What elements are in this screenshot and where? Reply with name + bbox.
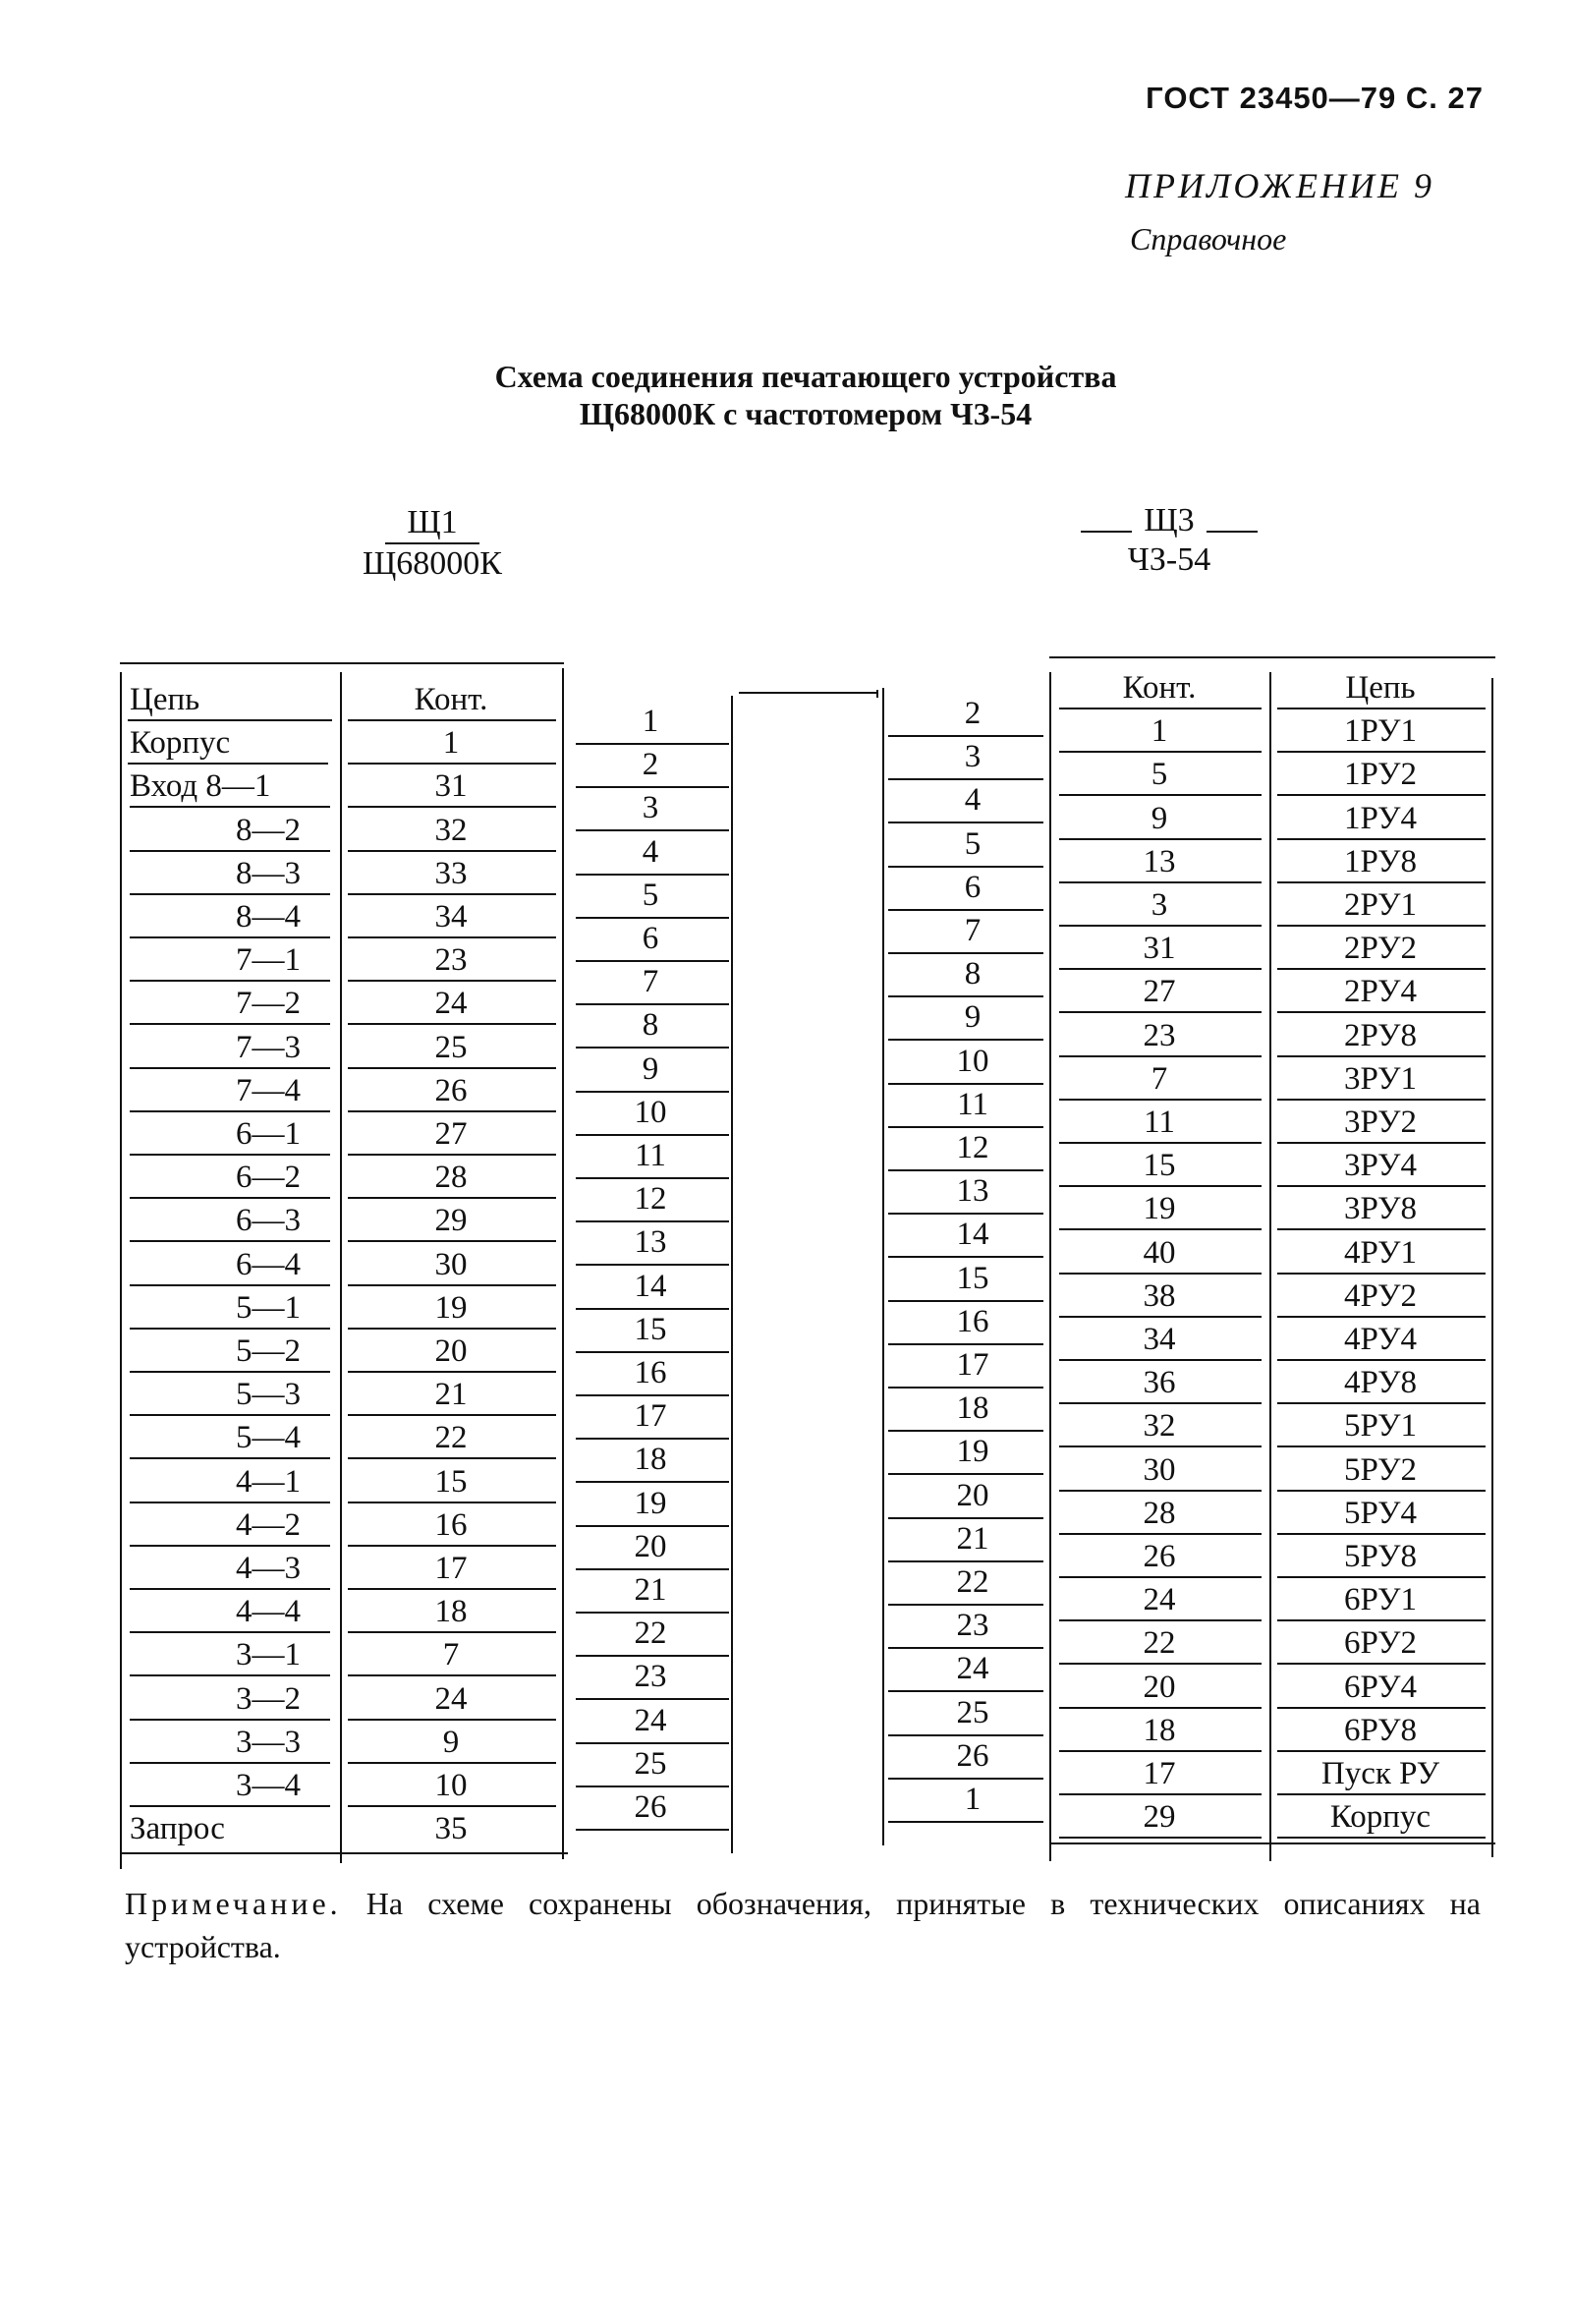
left-row-circuit: Запрос (130, 1811, 225, 1847)
note-text: На схеме сохранены обозначения, принятые в технических описаниях на устройства. (125, 1886, 1481, 1964)
right-header-circuit: Цепь (1345, 670, 1416, 706)
left-row-contact: 18 (434, 1594, 468, 1630)
right-row-circuit: 3РУ8 (1344, 1191, 1417, 1227)
left-row-contact: 19 (434, 1289, 468, 1326)
rule-line (576, 1829, 729, 1831)
left-wire-number: 25 (634, 1745, 667, 1782)
left-row-contact: 21 (434, 1377, 468, 1413)
right-row-circuit: 2РУ4 (1344, 974, 1417, 1010)
column-divider (882, 688, 884, 1845)
left-row-circuit: 7—1 (236, 942, 301, 979)
left-row-circuit: 4—3 (236, 1551, 301, 1586)
right-row-contact: 20 (1143, 1669, 1176, 1705)
left-connector-name: Щ1 (385, 503, 478, 544)
left-row-circuit: 4—2 (236, 1506, 301, 1543)
left-device-name: Щ68000К (363, 545, 502, 582)
right-row-contact: 23 (1143, 1017, 1176, 1053)
title-line-2: Щ68000К с частотомером ЧЗ-54 (579, 396, 1033, 431)
right-row-contact: 30 (1143, 1451, 1176, 1488)
left-wire-number: 11 (635, 1138, 666, 1173)
rule-line (120, 662, 564, 664)
right-row-contact: 7 (1151, 1060, 1168, 1097)
left-wire-number: 12 (634, 1181, 667, 1218)
rule-line (1049, 656, 1495, 658)
right-row-contact: 36 (1143, 1365, 1176, 1401)
rule-line (1049, 1842, 1495, 1844)
left-row-circuit: 5—3 (236, 1377, 301, 1413)
right-row-contact: 15 (1143, 1148, 1176, 1184)
left-row-contact: 34 (434, 899, 468, 935)
left-row-circuit: 8—2 (236, 812, 301, 848)
right-wire-number: 8 (964, 956, 982, 992)
left-row-contact: 25 (434, 1029, 468, 1065)
right-row-circuit: 1РУ8 (1344, 843, 1417, 879)
left-row-contact: 26 (434, 1072, 468, 1108)
right-wire-number: 11 (957, 1086, 988, 1122)
left-row-contact: 9 (442, 1724, 460, 1760)
right-row-contact: 18 (1143, 1712, 1176, 1748)
rule-line (1059, 1837, 1262, 1839)
right-row-circuit: 3РУ1 (1344, 1060, 1417, 1097)
right-row-circuit: 4РУ1 (1344, 1234, 1417, 1271)
column-divider (1491, 678, 1493, 1857)
right-wire-number: 21 (956, 1520, 989, 1557)
left-row-contact: 7 (442, 1637, 460, 1673)
left-row-circuit: 6—3 (236, 1203, 301, 1239)
right-row-circuit: 6РУ2 (1344, 1625, 1417, 1662)
right-row-contact: 11 (1144, 1105, 1175, 1140)
left-wire-number: 4 (642, 833, 659, 870)
right-wire-number: 6 (964, 869, 982, 905)
left-wire-number: 18 (634, 1442, 667, 1478)
left-row-contact: 16 (434, 1506, 468, 1543)
left-row-contact: 32 (434, 812, 468, 848)
title-line-1: Схема соединения печатающего устройства (494, 359, 1117, 394)
left-row-contact: 22 (434, 1420, 468, 1456)
left-row-contact: 31 (434, 768, 468, 805)
left-wire-number: 15 (634, 1311, 667, 1347)
left-wire-number: 13 (634, 1224, 667, 1261)
left-wire-number: 20 (634, 1528, 667, 1564)
right-row-circuit: 1РУ4 (1344, 800, 1417, 836)
right-row-circuit: 6РУ1 (1344, 1582, 1417, 1618)
right-wire-number: 20 (956, 1477, 989, 1513)
left-row-circuit: 4—1 (236, 1463, 301, 1500)
left-wire-number: 8 (642, 1007, 659, 1044)
right-row-contact: 22 (1143, 1625, 1176, 1662)
right-connector-label (1061, 501, 1277, 580)
right-row-contact: 32 (1143, 1408, 1176, 1445)
left-row-contact: 17 (434, 1551, 468, 1586)
left-header-circuit: Цепь (130, 682, 200, 717)
right-row-contact: 34 (1143, 1322, 1176, 1357)
rule-line (888, 1821, 1043, 1823)
right-row-circuit: 3РУ4 (1344, 1148, 1417, 1184)
right-row-circuit: 2РУ2 (1344, 931, 1417, 967)
right-row-circuit: 6РУ4 (1344, 1669, 1417, 1705)
left-wire-number: 16 (634, 1355, 667, 1390)
right-connector-name: Щ3 (1144, 502, 1195, 538)
left-row-circuit: Корпус (130, 725, 231, 762)
left-row-contact: 1 (442, 725, 460, 762)
right-row-circuit: 3РУ2 (1344, 1105, 1417, 1140)
left-row-circuit: 5—2 (236, 1333, 301, 1369)
left-row-circuit: 5—1 (236, 1289, 301, 1326)
left-row-circuit: 8—3 (236, 855, 301, 891)
left-wire-number: 2 (642, 747, 659, 783)
left-wire-number: 21 (634, 1572, 667, 1608)
right-row-circuit: 5РУ2 (1344, 1451, 1417, 1488)
left-row-circuit: 3—2 (236, 1680, 301, 1717)
left-row-contact: 30 (434, 1246, 468, 1282)
right-row-circuit: 4РУ2 (1344, 1277, 1417, 1314)
rule-line (1277, 1837, 1486, 1839)
right-wire-number: 10 (956, 1043, 989, 1079)
left-row-contact: 23 (434, 942, 468, 979)
left-row-contact: 33 (434, 855, 468, 891)
left-row-contact: 10 (434, 1768, 468, 1803)
column-divider (731, 696, 733, 1853)
right-row-circuit: 1РУ1 (1344, 713, 1417, 750)
left-row-contact: 28 (434, 1160, 468, 1196)
left-row-circuit: 6—2 (236, 1160, 301, 1196)
right-wire-number: 22 (956, 1564, 989, 1600)
right-wire-number: 5 (964, 825, 982, 862)
left-connector-label (324, 503, 540, 584)
column-divider (120, 672, 122, 1869)
rule-line (120, 1852, 568, 1854)
left-row-circuit: 3—4 (236, 1768, 301, 1803)
right-row-circuit: 4РУ8 (1344, 1365, 1417, 1401)
right-wire-number: 13 (956, 1173, 989, 1210)
left-row-contact: 24 (434, 986, 468, 1022)
left-wire-number: 23 (634, 1659, 667, 1695)
right-wire-number: 23 (956, 1608, 989, 1644)
left-row-circuit: 6—1 (236, 1116, 301, 1152)
left-row-circuit: 3—1 (236, 1637, 301, 1673)
left-row-contact: 35 (434, 1811, 468, 1847)
left-row-circuit: 7—4 (236, 1072, 301, 1108)
right-row-circuit: 5РУ8 (1344, 1539, 1417, 1574)
right-wire-number: 25 (956, 1694, 989, 1730)
column-divider (562, 668, 564, 1859)
right-wire-number: 15 (956, 1260, 989, 1296)
right-row-circuit: 6РУ8 (1344, 1712, 1417, 1748)
left-row-circuit: 5—4 (236, 1420, 301, 1456)
right-wire-number: 17 (956, 1347, 989, 1383)
right-row-contact: 17 (1143, 1756, 1176, 1791)
right-row-contact: 28 (1143, 1495, 1176, 1531)
right-row-circuit: Корпус (1329, 1799, 1432, 1836)
right-row-circuit: 4РУ4 (1344, 1322, 1417, 1357)
right-wire-number: 16 (956, 1303, 989, 1339)
right-row-contact: 26 (1143, 1539, 1176, 1574)
right-row-circuit: Пуск РУ (1320, 1756, 1440, 1791)
right-wire-number: 14 (956, 1217, 989, 1253)
left-row-circuit: 4—4 (236, 1594, 301, 1630)
left-wire-number: 19 (634, 1485, 667, 1521)
left-wire-number: 22 (634, 1615, 667, 1652)
appendix-heading: ПРИЛОЖЕНИЕ 9 (1125, 166, 1434, 205)
right-wire-number: 24 (956, 1651, 989, 1687)
left-wire-number: 1 (642, 704, 659, 739)
left-row-circuit: 6—4 (236, 1246, 301, 1282)
left-row-circuit: 7—2 (236, 986, 301, 1022)
right-wire-number: 9 (964, 999, 982, 1036)
right-row-circuit: 2РУ1 (1344, 887, 1417, 923)
right-wire-number: 12 (956, 1130, 989, 1165)
footnote (125, 1882, 1481, 1968)
right-wire-number: 18 (956, 1390, 989, 1427)
left-wire-number: 10 (634, 1094, 667, 1130)
left-wire-number: 9 (642, 1050, 659, 1087)
right-row-contact: 3 (1151, 887, 1168, 923)
right-device-name: ЧЗ-54 (1127, 541, 1211, 578)
right-row-contact: 19 (1143, 1191, 1176, 1227)
right-wire-number: 7 (964, 913, 982, 948)
left-wire-number: 24 (634, 1702, 667, 1738)
column-divider (876, 690, 878, 698)
left-row-circuit: 8—4 (236, 899, 301, 935)
right-row-contact: 29 (1143, 1799, 1176, 1836)
page-title (0, 358, 1572, 432)
right-row-contact: 24 (1143, 1582, 1176, 1618)
left-header-contact: Конт. (414, 682, 488, 717)
appendix-type: Справочное (1130, 221, 1287, 256)
right-row-contact: 13 (1143, 843, 1176, 879)
left-wire-number: 14 (634, 1268, 667, 1304)
right-row-contact: 40 (1143, 1234, 1176, 1271)
rule-line (739, 692, 876, 694)
right-row-contact: 38 (1143, 1277, 1176, 1314)
right-row-contact: 1 (1151, 713, 1168, 750)
right-row-circuit: 1РУ2 (1344, 757, 1417, 793)
left-wire-number: 6 (642, 921, 659, 956)
right-wire-number: 2 (964, 696, 982, 731)
left-row-contact: 24 (434, 1680, 468, 1717)
left-wire-number: 26 (634, 1789, 667, 1825)
left-row-contact: 20 (434, 1333, 468, 1369)
right-row-contact: 9 (1151, 800, 1168, 836)
right-header-contact: Конт. (1122, 670, 1197, 706)
left-row-contact: 27 (434, 1116, 468, 1152)
right-row-circuit: 5РУ1 (1344, 1408, 1417, 1445)
left-wire-number: 5 (642, 877, 659, 913)
right-row-contact: 31 (1143, 931, 1176, 967)
left-row-circuit: Вход 8—1 (130, 768, 271, 805)
left-row-circuit: 7—3 (236, 1029, 301, 1065)
right-wire-number: 3 (964, 739, 982, 775)
right-row-contact: 5 (1151, 757, 1168, 793)
right-wire-number: 1 (964, 1782, 982, 1817)
document-reference: ГОСТ 23450—79 С. 27 (1146, 81, 1484, 115)
right-wire-number: 19 (956, 1434, 989, 1470)
left-wire-number: 7 (642, 964, 659, 1000)
left-row-circuit: 3—3 (236, 1724, 301, 1760)
right-wire-number: 4 (964, 782, 982, 819)
right-wire-number: 26 (956, 1737, 989, 1774)
left-wire-number: 3 (642, 790, 659, 826)
right-row-circuit: 2РУ8 (1344, 1017, 1417, 1053)
right-row-circuit: 5РУ4 (1344, 1495, 1417, 1531)
right-row-contact: 27 (1143, 974, 1176, 1010)
left-row-contact: 29 (434, 1203, 468, 1239)
note-label: Примечание. (125, 1886, 342, 1921)
left-row-contact: 15 (434, 1463, 468, 1500)
left-wire-number: 17 (634, 1398, 667, 1435)
